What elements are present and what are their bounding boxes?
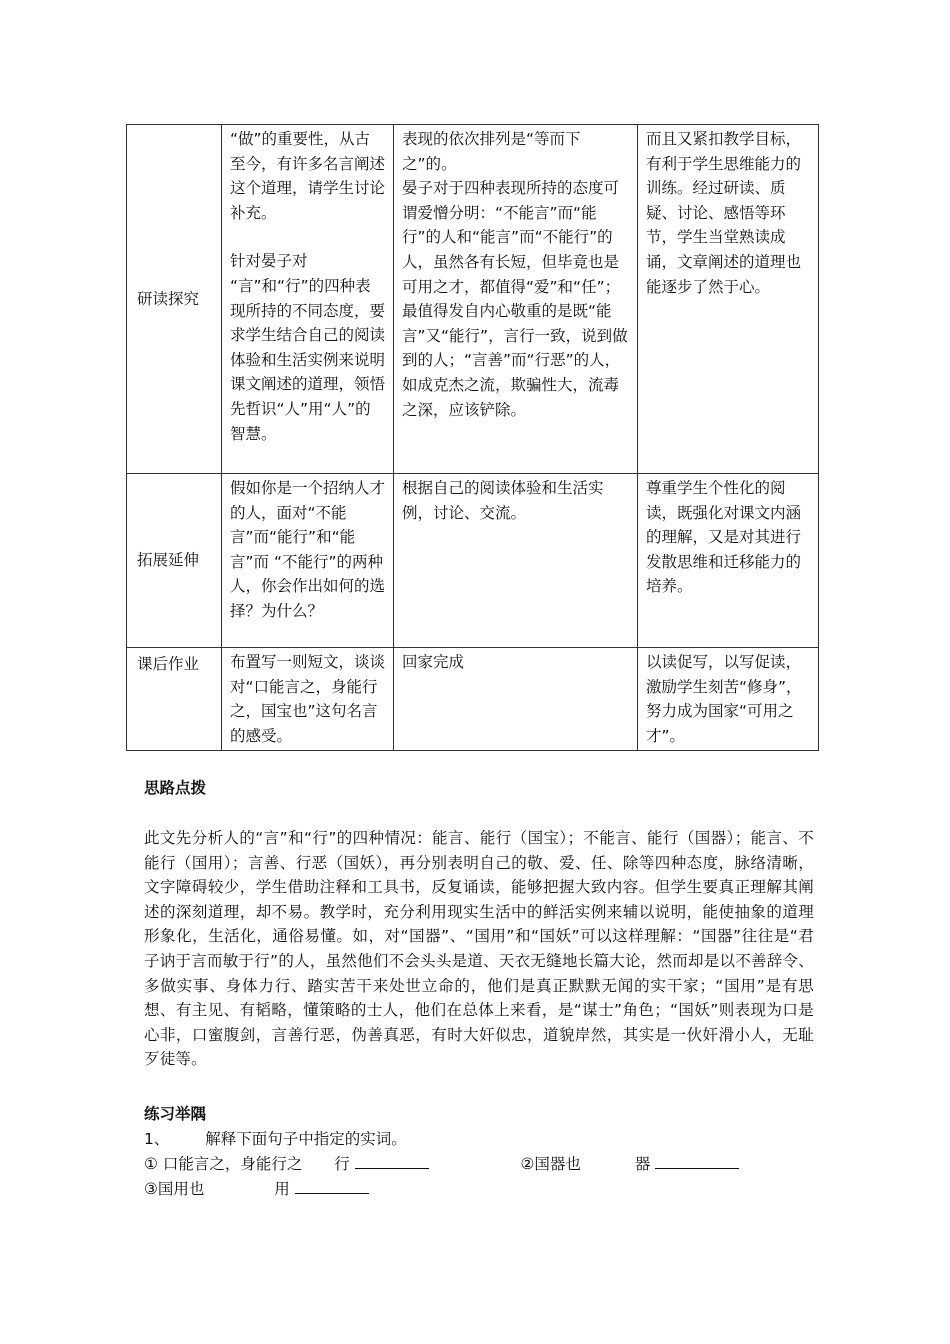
hints-body: 此文先分析人的“言”和“行”的四种情况：能言、能行（国宝）；不能言、能行（国器）；能言、不能行（国用）；言善、行恶（国妖），再分别表明自己的敬、爱、任、除等四种态度，脉络清晰，文字障碍较少，学生借助注释和工具书，反复诵读，能够把握大致内容。但学生要真正理解其阐述的深刻道理，却不易。教学时，充分利用现实生活中的鲜活实例来辅以说明，能使抽象的道理形象化，生活化，通俗易懂。如，对“国器”、“国用”和“国妖”可以这样理解：“国器”往往是“君子讷于言而敏于行”的人，虽然他们不会头头是道、天衣无缝地长篇大论，然而却是以不善辞令、多做实事、身体力行、踏实苦干来处世立命的，他们是真正默默无闻的实干家；“国用”是有思想、有主见、有韬略，懂策略的士人，他们在总体上来看，是“谋士”角色；“国妖”则表现为口是心非，口蜜腹剑，言善行恶，伪善真恶，有时大奸似忠，道貌岸然，其实是一伙奸滑小人，无耻歹徒等。 <box>144 829 814 1069</box>
practice-heading: 练习举隅 <box>144 1105 207 1123</box>
student-activity-text: 根据自己的阅读体验和生活实例，讨论、交流。 <box>402 479 604 522</box>
design-intent-text: 以读促写，以写促读，激励学生刻苦“修身”，努力成为国家“可用之才”。 <box>646 653 802 745</box>
stage-cell: 课后作业 <box>127 648 222 751</box>
stage-cell: 拓展延伸 <box>127 474 222 648</box>
student-activity-cell <box>394 648 638 751</box>
student-activity-text: 表现的依次排列是“等而下之”的。 <box>402 130 581 173</box>
teacher-activity-cell <box>222 474 394 648</box>
answer-blank[interactable] <box>295 1177 369 1194</box>
teacher-activity-text: 假如你是一个招纳人才的人，面对“不能言”而“能行”和“能言”而 “不能行”的两种人，你会作出如何的选择？为什么？ <box>230 479 386 620</box>
table-row <box>127 125 819 474</box>
paragraph-gap <box>230 225 385 249</box>
student-activity-cell <box>394 125 638 474</box>
question-number: 1、 <box>144 1130 170 1148</box>
answer-blank[interactable] <box>655 1152 739 1169</box>
exercise-sentence: ③国用也 <box>144 1180 205 1198</box>
question-1 <box>144 1127 407 1149</box>
design-intent-cell <box>638 125 819 474</box>
question-text: 解释下面句子中指定的实词。 <box>205 1130 407 1148</box>
exercise-word: 行 <box>334 1155 350 1173</box>
teacher-activity-text: “做”的重要性，从古至今，有许多名言阐述这个道理，请学生讨论补充。 <box>230 130 386 222</box>
teacher-activity-cell <box>222 648 394 751</box>
student-activity-text: 回家完成 <box>402 653 465 671</box>
exercise-sentence: ②国器也 <box>520 1155 581 1173</box>
teacher-activity-cell <box>222 125 394 474</box>
exercise-line <box>144 1177 369 1199</box>
teacher-activity-text: 布置写一则短文，谈谈对“口能言之，身能行之，国宝也”这句名言的感受。 <box>230 653 386 745</box>
design-intent-cell <box>638 648 819 751</box>
teacher-activity-text: 针对晏子对 “言”和“行”的四种表现所持的不同态度，要求学生结合自己的阅读体验和生活实例来说明课文阐述的道理，领悟先哲识“人”用“人”的智慧。 <box>230 252 386 443</box>
design-intent-cell <box>638 474 819 648</box>
stage-cell: 研读探究 <box>127 125 222 474</box>
exercise-line <box>144 1152 739 1174</box>
student-activity-text: 晏子对于四种表现所持的态度可谓爱憎分明：“不能言”而“能行”的人和“能言”而“不能行”的人，虽然各有长短，但毕竟也是可用之才，都值得“爱”和“任”；最值得发自内心敬重的是既“能言”又“能行”，言行一致，说到做到的人；“言善”而“行恶”的人，如成克杰之流，欺骗性大，流毒之深，应该铲除。 <box>402 179 628 419</box>
student-activity-cell <box>394 474 638 648</box>
exercise-sentence: ① 口能言之，身能行之 <box>144 1155 303 1173</box>
table-row <box>127 474 819 648</box>
exercise-word: 器 <box>634 1155 651 1173</box>
design-intent-text: 尊重学生个性化的阅读，既强化对课文内涵的理解，又是对其进行发散思维和迁移能力的培养。 <box>646 479 802 596</box>
design-intent-text: 而且又紧扣教学目标，有利于学生思维能力的训练。经过研读、质疑、讨论、感悟等环节，学生当堂熟读成诵，文章阐述的道理也能逐步了然于心。 <box>646 130 802 296</box>
exercise-word: 用 <box>274 1180 290 1198</box>
table-row <box>127 648 819 751</box>
answer-blank[interactable] <box>355 1152 429 1169</box>
hints-heading: 思路点拨 <box>144 779 207 797</box>
lesson-plan-table <box>126 124 819 751</box>
